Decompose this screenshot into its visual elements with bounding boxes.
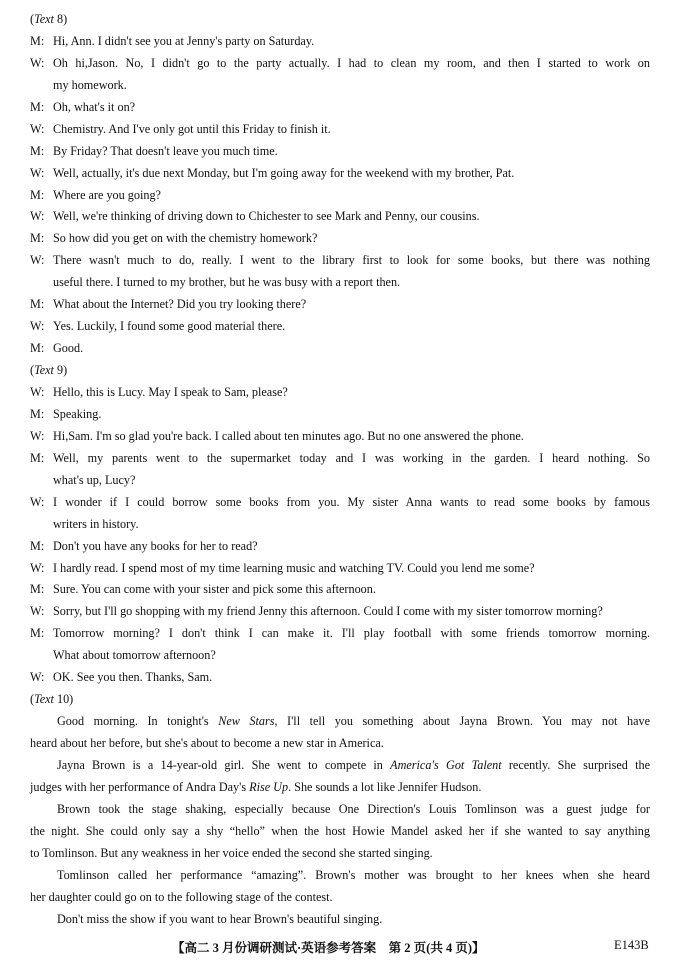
dialog-line [30, 670, 212, 684]
section-heading [30, 12, 67, 26]
dialog-text: Oh hi,Jason. No, I didn't go to the party actually. I had to clean my room, and then I started to work on [53, 55, 650, 70]
dialog-continuation: What about tomorrow afternoon? [53, 648, 216, 663]
dialog-text: So how did you get on with the chemistry homework? [53, 231, 318, 246]
dialog-line [30, 385, 288, 399]
dialog-line [30, 188, 161, 202]
dialog-text: Hi, Ann. I didn't see you at Jenny's party on Saturday. [53, 33, 315, 48]
speaker-label: M: [30, 538, 45, 553]
paragraph-line [30, 846, 433, 860]
paragraph-text: , I'll tell you something about Jayna Brown. You may not have [274, 714, 650, 729]
paragraph-text: heard about her before, but she's about to become a new star in America. [30, 736, 384, 751]
speaker-label: W: [30, 494, 45, 509]
speaker-label: W: [30, 165, 45, 180]
dialog-text: Tomorrow morning? I don't think I can make it. I'll play football with some friends tomorrow morning. [53, 626, 650, 641]
dialog-text: There wasn't much to do, really. I went to the library first to look for some books, but there was nothing [53, 253, 650, 268]
italic-title: Rise Up [249, 779, 289, 794]
dialog-text: Hello, this is Lucy. May I speak to Sam, please? [53, 384, 288, 399]
section-label: Text [34, 692, 54, 707]
dialog-text: Sure. You can come with your sister and pick some this afternoon. [53, 582, 376, 597]
dialog-line [30, 561, 535, 575]
paragraph-line [57, 868, 650, 882]
italic-title: America's Got Talent [390, 757, 502, 772]
dialog-text: By Friday? That doesn't leave you much time. [53, 143, 278, 158]
speaker-label: M: [30, 99, 45, 114]
dialog-text: Well, actually, it's due next Monday, but I'm going away for the weekend with my brother, Pat. [53, 165, 515, 180]
dialog-line [30, 209, 480, 223]
dialog-text: Oh, what's it on? [53, 99, 136, 114]
speaker-label: W: [30, 319, 45, 334]
paragraph-text: Don't miss the show if you want to hear Brown's beautiful singing. [57, 911, 383, 926]
section-number: 9) [53, 363, 68, 378]
speaker-label: M: [30, 297, 45, 312]
dialog-text: Speaking. [53, 406, 102, 421]
speaker-label: W: [30, 670, 45, 685]
speaker-label: W: [30, 55, 45, 70]
paragraph-text: . She sounds a lot like Jennifer Hudson. [288, 779, 482, 794]
dialog-text: What about the Internet? Did you try looking there? [53, 297, 307, 312]
dialog-text: Yes. Luckily, I found some good material there. [53, 319, 286, 334]
dialog-line [30, 297, 306, 311]
paragraph-line [57, 912, 382, 926]
section-paren: ( [30, 363, 35, 378]
dialog-line [30, 231, 317, 245]
dialog-text: Chemistry. And I've only got until this Friday to finish it. [53, 121, 331, 136]
speaker-label: M: [30, 33, 45, 48]
section-number: 8) [53, 12, 68, 26]
dialog-line [30, 582, 376, 596]
speaker-label: W: [30, 209, 45, 224]
dialog-line [30, 34, 314, 48]
paragraph-text: Brown took the stage shaking, especially because One Direction's Louis Tomlinson was a guest judge for [57, 801, 650, 816]
dialog-continuation: useful there. I turned to my brother, but he was busy with a report then. [53, 275, 401, 290]
section-paren: ( [30, 12, 35, 26]
dialog-line [30, 407, 101, 421]
dialog-text: Hi,Sam. I'm so glad you're back. I called about ten minutes ago. But no one answered the phone. [53, 428, 524, 443]
paragraph-line [57, 758, 650, 772]
footer-title: 【高二 3 月份调研测试·英语参考答案 第 2 页(共 4 页)】 [172, 941, 485, 955]
paragraph-text: her daughter could go on to the following stage of the contest. [30, 889, 333, 904]
dialog-text: Good. [53, 341, 84, 356]
dialog-line [30, 100, 135, 114]
dialog-line [30, 451, 650, 465]
dialog-line [30, 626, 650, 640]
paragraph-line [57, 714, 650, 728]
paragraph-text: the night. She could only say a shy “hello” when the host Howie Mandel asked her if she wanted to say anything [30, 823, 650, 838]
dialog-line [30, 319, 285, 333]
footer-code: E143B [614, 938, 649, 952]
speaker-label: W: [30, 560, 45, 575]
speaker-label: W: [30, 428, 45, 443]
dialog-text: OK. See you then. Thanks, Sam. [53, 670, 213, 685]
section-label: Text [34, 363, 54, 378]
speaker-label: M: [30, 626, 45, 641]
paragraph-text: Tomlinson called her performance “amazing”. Brown's mother was brought to her knees when she heard [57, 867, 650, 882]
paragraph-text: judges with her performance of Andra Day's [30, 779, 250, 794]
dialog-text: Sorry, but I'll go shopping with my friend Jenny this afternoon. Could I come with my sister tomorrow morning? [53, 604, 603, 619]
dialog-text: Where are you going? [53, 187, 161, 202]
dialog-line [30, 604, 603, 618]
dialog-line [30, 539, 258, 553]
dialog-line [30, 144, 278, 158]
dialog-continuation: writers in history. [53, 516, 139, 531]
speaker-label: M: [30, 231, 45, 246]
section-heading [30, 692, 73, 706]
paragraph-line [57, 802, 650, 816]
section-label: Text [34, 12, 54, 26]
dialog-text: Don't you have any books for her to read? [53, 538, 258, 553]
paragraph-line [30, 780, 481, 794]
section-number: 10) [53, 692, 74, 707]
speaker-label: W: [30, 384, 45, 399]
dialog-text: I hardly read. I spend most of my time learning music and watching TV. Could you lend me some? [53, 560, 535, 575]
speaker-label: M: [30, 450, 45, 465]
section-paren: ( [30, 692, 35, 707]
speaker-label: W: [30, 121, 45, 136]
paragraph-text: recently. She surprised the [501, 757, 650, 772]
paragraph-line [30, 736, 384, 750]
speaker-label: W: [30, 253, 45, 268]
dialog-line [30, 495, 650, 509]
paragraph-text: Good morning. In tonight's [57, 714, 219, 729]
speaker-label: M: [30, 582, 45, 597]
paragraph-line [30, 824, 650, 838]
speaker-label: M: [30, 187, 45, 202]
dialog-continuation: what's up, Lucy? [53, 472, 136, 487]
speaker-label: M: [30, 406, 45, 421]
dialog-line [30, 56, 650, 70]
dialog-continuation: my homework. [53, 77, 127, 92]
dialog-line [30, 341, 83, 355]
dialog-line [30, 122, 331, 136]
dialog-text: Well, my parents went to the supermarket today and I was working in the garden. I heard nothing. So [53, 450, 650, 465]
section-heading [30, 363, 67, 377]
paragraph-line [30, 890, 333, 904]
speaker-label: W: [30, 604, 45, 619]
italic-title: New Stars [218, 714, 275, 729]
dialog-line [30, 429, 524, 443]
speaker-label: M: [30, 341, 45, 356]
dialog-text: I wonder if I could borrow some books from you. My sister Anna wants to read some books by famous [53, 494, 650, 509]
paragraph-text: Jayna Brown is a 14-year-old girl. She went to compete in [57, 757, 391, 772]
paragraph-text: to Tomlinson. But any weakness in her voice ended the second she started singing. [30, 845, 433, 860]
speaker-label: M: [30, 143, 45, 158]
dialog-line [30, 253, 650, 267]
dialog-line [30, 166, 514, 180]
dialog-text: Well, we're thinking of driving down to Chichester to see Mark and Penny, our cousins. [53, 209, 480, 224]
